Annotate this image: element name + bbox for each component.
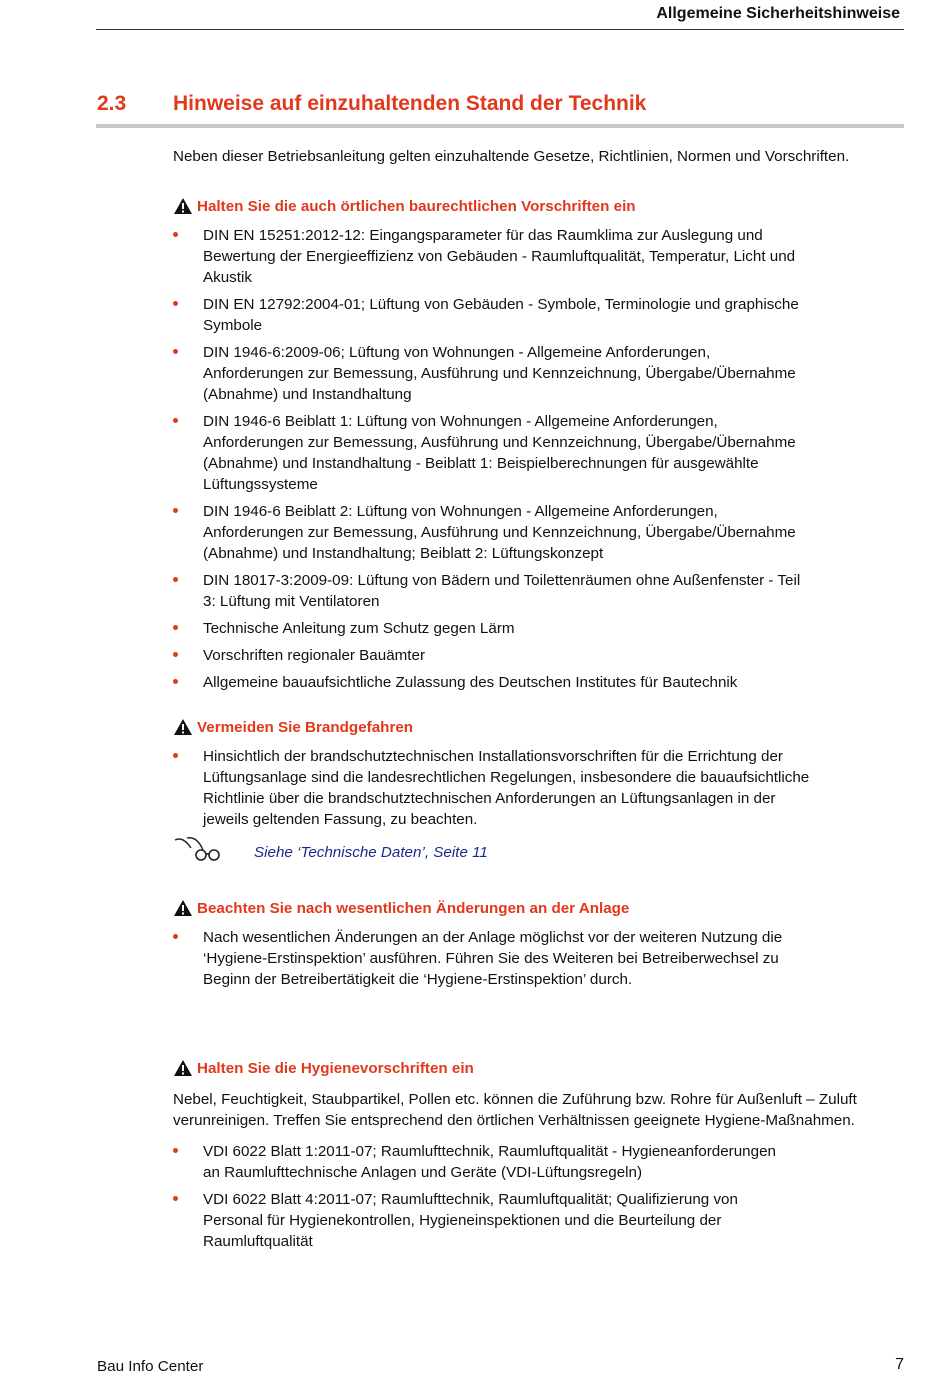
technical-data-reference-link[interactable]: Siehe ‘Technische Daten’, Seite 11 [254, 844, 488, 861]
footer-company: Bau Info Center [97, 1358, 204, 1375]
running-header: Allgemeine Sicherheitshinweise [656, 5, 900, 22]
header-divider [96, 29, 904, 30]
list-item: Technische Anleitung zum Schutz gegen Lärm [173, 618, 813, 639]
page-number: 7 [895, 1356, 904, 1373]
list-item: Nach wesentlichen Änderungen an der Anlage möglichst vor der weiteren Nutzung die ‘Hygiene-Erstinspektion’ ausführen. Führen Sie des Weiteren bei Betreiberwechsel zu Beginn der Betreibertätigkeit die ‘Hygiene-Erstinspektion’ durch. [173, 927, 798, 990]
intro-paragraph: Neben dieser Betriebsanleitung gelten einzuhaltende Gesetze, Richtlinien, Normen und Vorschriften. [173, 148, 850, 165]
hygiene-list [173, 1141, 793, 1258]
list-item: VDI 6022 Blatt 1:2011-07; Raumlufttechnik, Raumluftqualität - Hygieneanforderungen an Raumlufttechnische Anlagen und Geräte (VDI-Lüftungsregeln) [173, 1141, 793, 1183]
warning-heading-text: Beachten Sie nach wesentlichen Änderungen an der Anlage [197, 899, 630, 917]
warning-heading-text: Halten Sie die auch örtlichen baurechtlichen Vorschriften ein [197, 197, 636, 215]
list-item: Allgemeine bauaufsichtliche Zulassung des Deutschen Institutes für Bautechnik [173, 672, 813, 693]
warning-heading-changes [173, 899, 629, 917]
section-number: 2.3 [97, 92, 127, 115]
list-item: DIN EN 12792:2004-01; Lüftung von Gebäuden - Symbole, Terminologie und graphische Symbole [173, 294, 813, 336]
list-item: Vorschriften regionaler Bauämter [173, 645, 813, 666]
list-item: DIN EN 15251:2012-12: Eingangsparameter für das Raumklima zur Auslegung und Bewertung der Energieeffizienz von Gebäuden - Raumluftqualität, Temperatur, Licht und Akustik [173, 225, 813, 288]
list-item: DIN 1946-6:2009-06; Lüftung von Wohnungen - Allgemeine Anforderungen, Anforderungen zur Bemessung, Ausführung und Kennzeichnung, Übergabe/Übernahme (Abnahme) und Instandhaltung [173, 342, 813, 405]
hygiene-paragraph: Nebel, Feuchtigkeit, Staubpartikel, Pollen etc. können die Zuführung bzw. Rohre für Außenluft – Zuluft verunreinigen. Treffen Sie entsprechend den örtlichen Verhältnissen geeignete Hygiene-Maßnahmen. [173, 1091, 857, 1129]
fire-list [173, 746, 813, 836]
glasses-icon [173, 834, 221, 867]
warning-triangle-icon [173, 899, 193, 917]
warning-heading-text: Halten Sie die Hygienevorschriften ein [197, 1059, 474, 1077]
warning-triangle-icon [173, 718, 193, 736]
warning-heading-hygiene [173, 1059, 474, 1077]
changes-list [173, 927, 798, 996]
list-item: DIN 18017-3:2009-09: Lüftung von Bädern und Toilettenräumen ohne Außenfenster - Teil 3: Lüftung mit Ventilatoren [173, 570, 813, 612]
regulations-list [173, 225, 813, 699]
section-divider [96, 124, 904, 128]
warning-triangle-icon [173, 1059, 193, 1077]
list-item: VDI 6022 Blatt 4:2011-07; Raumlufttechnik, Raumluftqualität; Qualifizierung von Personal für Hygienekontrollen, Hygieneinspektionen und die Beurteilung der Raumluftqualität [173, 1189, 793, 1252]
warning-triangle-icon [173, 197, 193, 215]
list-item: DIN 1946-6 Beiblatt 1: Lüftung von Wohnungen - Allgemeine Anforderungen, Anforderungen zur Bemessung, Ausführung und Kennzeichnung, Übergabe/Übernahme (Abnahme) und Instandhaltung - Beiblatt 1: Beispielberechnungen für ausgewählte Lüftungssysteme [173, 411, 813, 495]
warning-heading-text: Vermeiden Sie Brandgefahren [197, 718, 414, 736]
list-item: Hinsichtlich der brandschutztechnischen Installationsvorschriften für die Errichtung der Lüftungsanlage sind die landesrechtlichen Regelungen, insbesondere die bauaufsichtliche Richtlinie über die brandschutztechnischen Anforderungen an Lüftungsanlagen in der jeweils geltenden Fassung, zu beachten. [173, 746, 813, 830]
section-title: Hinweise auf einzuhaltenden Stand der Technik [173, 92, 647, 115]
warning-heading-fire [173, 718, 413, 736]
list-item: DIN 1946-6 Beiblatt 2: Lüftung von Wohnungen - Allgemeine Anforderungen, Anforderungen zur Bemessung, Ausführung und Kennzeichnung, Übergabe/Übernahme (Abnahme) und Instandhaltung; Beiblatt 2: Lüftungskonzept [173, 501, 813, 564]
warning-heading-building-regulations [173, 197, 636, 215]
